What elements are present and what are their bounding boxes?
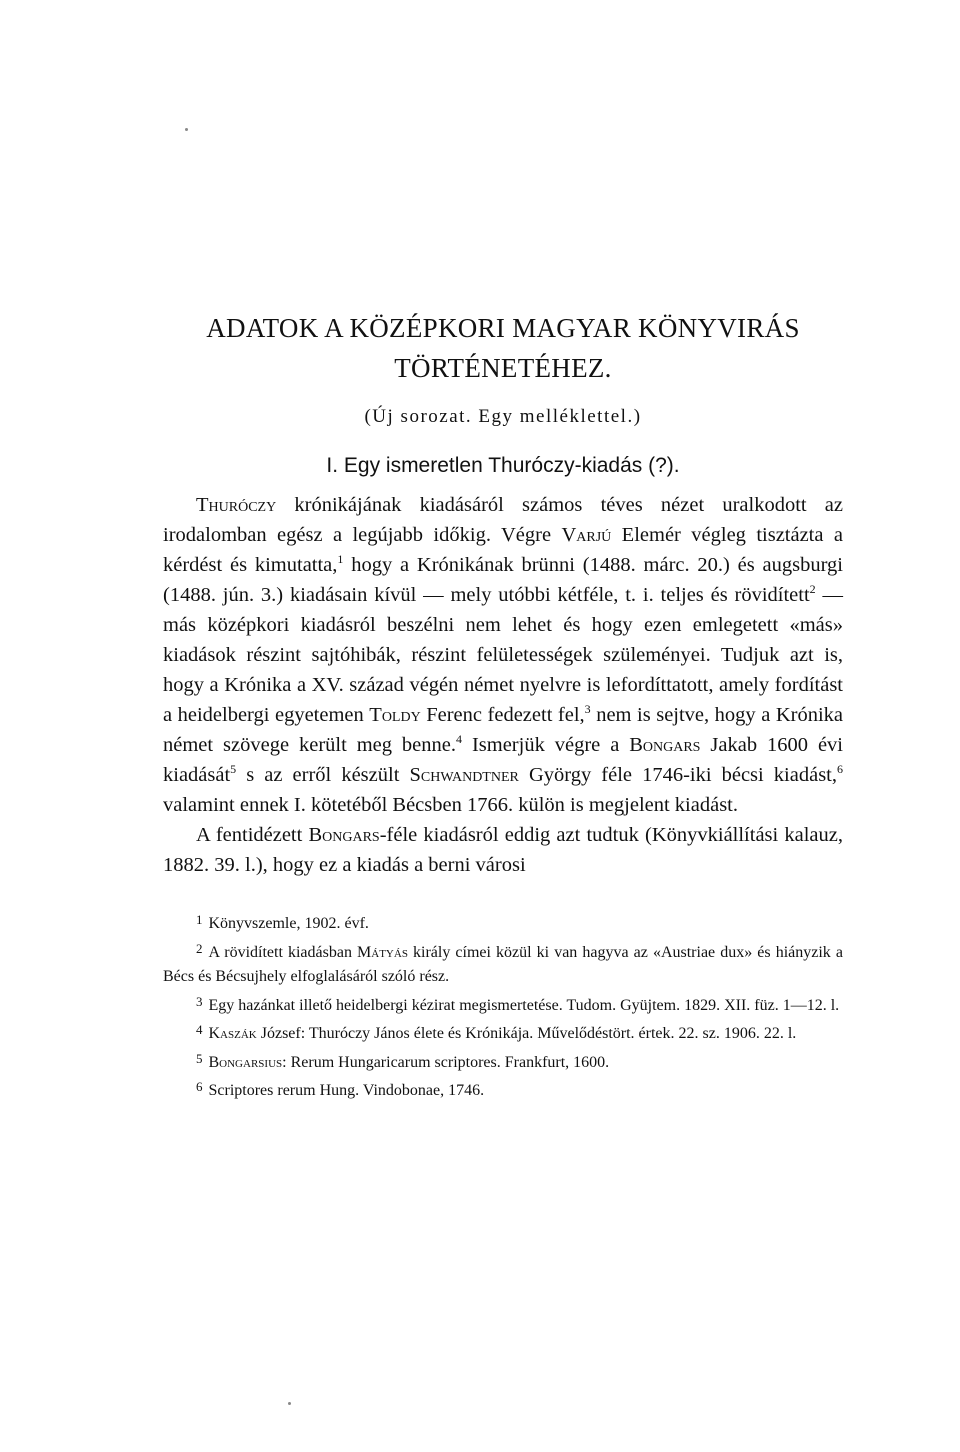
- footnotes: [163, 908, 843, 1104]
- paragraph: [163, 490, 843, 820]
- name-thuroczy: Thuróczy: [196, 494, 277, 516]
- body-text: [163, 490, 843, 880]
- footnote: [163, 1018, 843, 1047]
- text-run: Ismerjük végre a: [462, 734, 630, 756]
- footnote-number: 3: [196, 993, 203, 1009]
- footnote-number: 2: [196, 940, 203, 956]
- footnote: [163, 1047, 843, 1076]
- text-run: György féle 1746-iki bécsi kiadást,: [518, 764, 837, 786]
- name-toldy: Toldy: [369, 704, 421, 726]
- footnote-ref: 5: [230, 762, 237, 776]
- text-run: s az erről készült: [236, 764, 410, 786]
- subtitle: (Új sorozat. Egy melléklettel.): [364, 406, 642, 427]
- footnote-ref: 3: [584, 702, 591, 716]
- scan-speck: [288, 1402, 291, 1405]
- footnote-text: Egy hazánkat illető heidelbergi kézirat megismertetése. Tudom. Gyüjtem. 1829. XII. füz. 1—12. l.: [208, 996, 840, 1014]
- text-run: Jakab 1600 évi kiadását: [163, 734, 843, 786]
- text-run: hogy a Krónikának brünni (1488. márc. 20.) és augsburgi (1488. jún. 3.) kiadásain kívül — mely utóbbi kétféle, t. i. teljes és rövidített: [163, 554, 844, 606]
- name-matyas: Mátyás: [357, 943, 408, 961]
- footnote: [163, 908, 843, 937]
- name-bongars: Bongars: [308, 824, 380, 846]
- document-page: [163, 308, 843, 1104]
- footnote-number: 1: [196, 912, 203, 927]
- text-run: — más középkori kiadásról beszélni nem lehet és hogy ezen emlegetett «más» kiadások részint sajtóhibák, részint felületességek szüleményei. Tudjuk azt is, hogy a Krónika a XV. század végén német nyelvre is lefordíttatott, amely fordítást a heidelbergi egyetemen: [163, 584, 843, 726]
- footnote-ref: 1: [337, 552, 344, 566]
- text-run: -féle kiadásról eddig azt tudtuk (Könyvkiállítási kalauz, 1882. 39. l.), hogy ez a kiadás a berni városi: [163, 824, 843, 876]
- footnote-number: 5: [196, 1050, 203, 1066]
- footnote-text: A rövidített kiadásban: [208, 943, 358, 961]
- footnote-number: 6: [196, 1079, 203, 1094]
- footnote-text: Könyvszemle, 1902. évf.: [208, 915, 369, 932]
- footnote-ref: 4: [456, 732, 463, 746]
- footnote-text: Scriptores rerum Hung. Vindobonae, 1746.: [208, 1082, 485, 1099]
- text-run: Elemér végleg tisztázta a kérdést és kimutatta,: [163, 524, 843, 576]
- footnote-ref: 6: [837, 762, 843, 776]
- footnote: [163, 990, 843, 1019]
- title-line-1: ADATOK A KÖZÉPKORI MAGYAR KÖNYVIRÁS: [206, 313, 800, 343]
- name-kaszak: Kaszák: [208, 1025, 257, 1042]
- name-bongarsius: Bongarsius: [208, 1053, 283, 1071]
- footnote: [163, 1075, 843, 1104]
- footnote-text: király címei közül ki van hagyva az «Austriae dux» és hiányzik a Bécs és Bécsujhely elfoglalásáról szóló rész.: [163, 943, 843, 985]
- text-run: nem is sejtve, hogy a Krónika német szövege került meg benne.: [163, 704, 843, 756]
- footnote-ref: 2: [809, 582, 816, 596]
- section-heading: I. Egy ismeretlen Thuróczy-kiadás (?).: [326, 454, 680, 477]
- text-run: valamint ennek I. kötetéből Bécsben 1766. külön is megjelent kiadást.: [163, 794, 739, 816]
- name-varju: Varjú: [561, 524, 612, 546]
- footnote-number: 4: [196, 1022, 203, 1037]
- scan-speck: [185, 128, 188, 131]
- footnote: [163, 937, 843, 990]
- text-run: A fentidézett: [196, 824, 309, 846]
- name-bongars: Bongars: [629, 734, 701, 756]
- paragraph: [163, 820, 843, 880]
- footnote-text: : Rerum Hungaricarum scriptores. Frankfurt, 1600.: [282, 1053, 610, 1071]
- footnote-text: József: Thuróczy János élete és Krónikája. Művelődéstört. értek. 22. sz. 1906. 22. l.: [256, 1025, 797, 1042]
- title-line-2: TÖRTÉNETÉHEZ.: [394, 353, 612, 383]
- text-run: Ferenc fedezett fel,: [420, 704, 585, 726]
- name-schwandtner: Schwandtner: [409, 764, 519, 786]
- text-run: krónikájának kiadásáról számos téves nézet uralkodott az irodalomban egész a legújabb időkig. Végre: [163, 494, 843, 546]
